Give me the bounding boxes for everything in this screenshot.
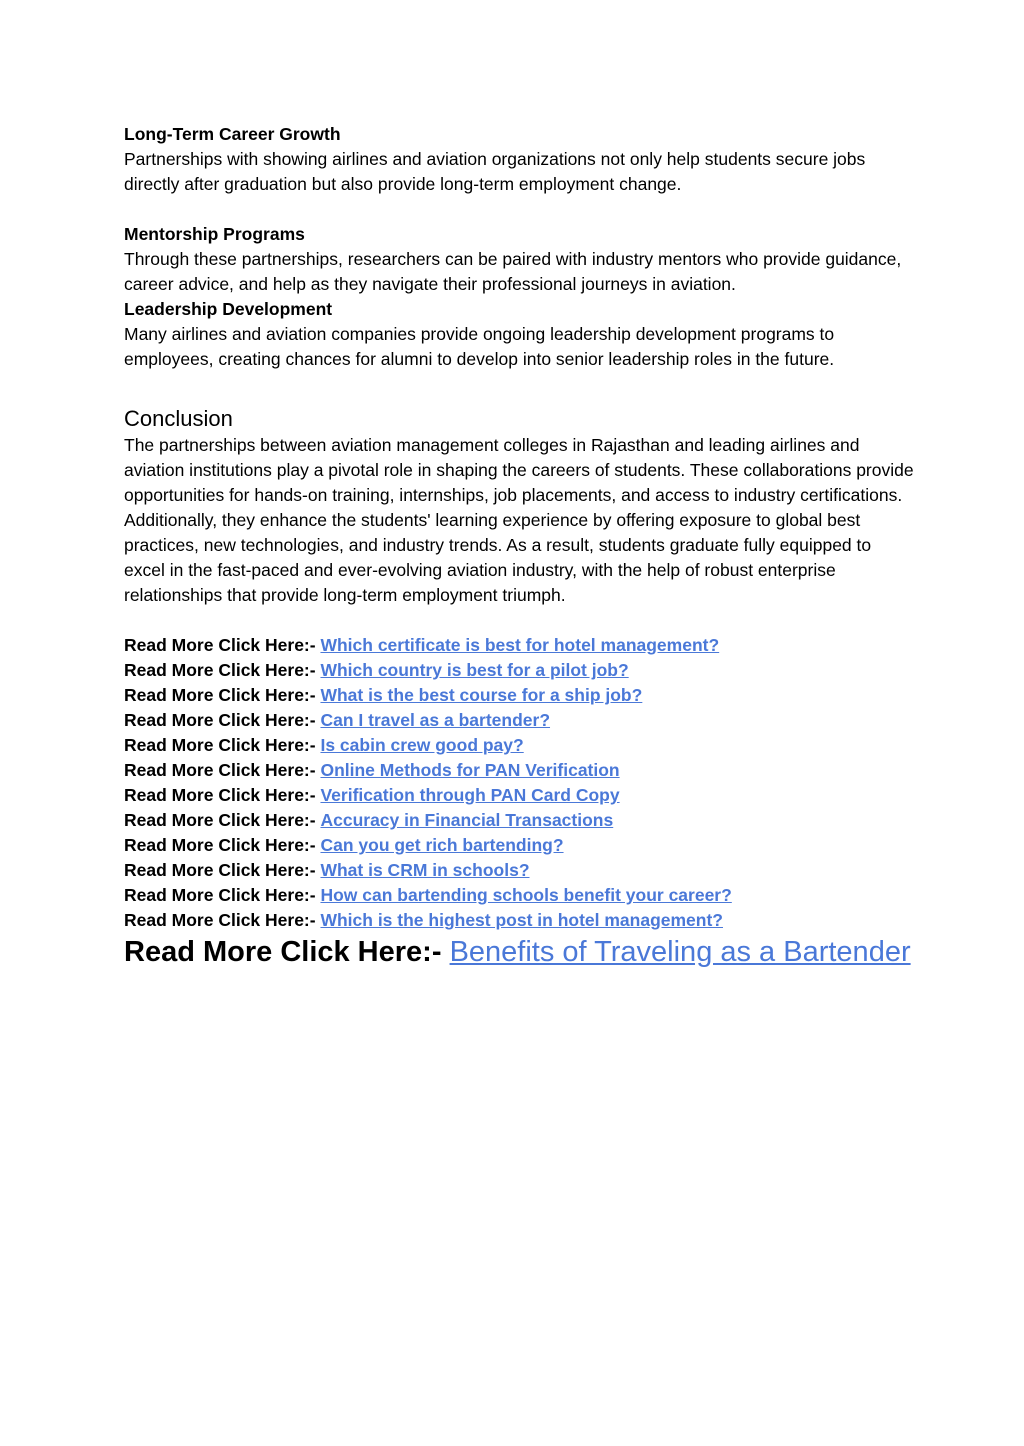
- read-more-prefix: Read More Click Here:-: [124, 860, 316, 880]
- read-more-link[interactable]: Which certificate is best for hotel management?: [320, 635, 720, 655]
- read-more-prefix: Read More Click Here:-: [124, 660, 316, 680]
- read-more-prefix: Read More Click Here:-: [124, 760, 316, 780]
- read-more-featured-link[interactable]: Benefits of Traveling as a Bartender: [449, 936, 911, 968]
- read-more-item: [124, 658, 914, 683]
- read-more-item: [124, 758, 914, 783]
- leadership-heading: Leadership Development: [124, 299, 333, 319]
- read-more-prefix: Read More Click Here:-: [124, 685, 316, 705]
- read-more-item: [124, 808, 914, 833]
- read-more-item: [124, 783, 914, 808]
- read-more-prefix: Read More Click Here:-: [124, 710, 316, 730]
- read-more-item: [124, 733, 914, 758]
- read-more-featured: [124, 933, 914, 972]
- read-more-link[interactable]: Can I travel as a bartender?: [320, 710, 551, 730]
- read-more-link[interactable]: Which is the highest post in hotel management?: [320, 910, 723, 930]
- read-more-link[interactable]: Is cabin crew good pay?: [320, 735, 524, 755]
- read-more-link[interactable]: What is CRM in schools?: [320, 860, 530, 880]
- mentorship-heading: Mentorship Programs: [124, 224, 305, 244]
- read-more-link[interactable]: What is the best course for a ship job?: [320, 685, 643, 705]
- mentorship-paragraph: Through these partnerships, researchers can be paired with industry mentors who provide guidance, career advice, and help as they navigate their professional journeys in aviation.: [124, 249, 902, 294]
- read-more-item: [124, 908, 914, 933]
- spacer: [124, 372, 914, 403]
- read-more-link[interactable]: Accuracy in Financial Transactions: [320, 810, 614, 830]
- read-more-item: [124, 833, 914, 858]
- read-more-link[interactable]: Verification through PAN Card Copy: [320, 785, 620, 805]
- read-more-item: [124, 708, 914, 733]
- read-more-link[interactable]: Which country is best for a pilot job?: [320, 660, 629, 680]
- read-more-link[interactable]: How can bartending schools benefit your career?: [320, 885, 732, 905]
- read-more-prefix: Read More Click Here:-: [124, 885, 316, 905]
- leadership-paragraph: Many airlines and aviation companies provide ongoing leadership development programs to employees, creating chances for alumni to develop into senior leadership roles in the future.: [124, 324, 835, 369]
- spacer: [124, 197, 914, 222]
- read-more-item: [124, 883, 914, 908]
- read-more-prefix: Read More Click Here:-: [124, 810, 316, 830]
- read-more-prefix: Read More Click Here:-: [124, 735, 316, 755]
- read-more-link[interactable]: Can you get rich bartending?: [320, 835, 564, 855]
- career-growth-heading: Long-Term Career Growth: [124, 124, 341, 144]
- read-more-item: [124, 633, 914, 658]
- read-more-prefix: Read More Click Here:-: [124, 835, 316, 855]
- career-growth-paragraph: Partnerships with showing airlines and aviation organizations not only help students secure jobs directly after graduation but also provide long-term employment change.: [124, 149, 866, 194]
- read-more-prefix: Read More Click Here:-: [124, 910, 316, 930]
- read-more-prefix: Read More Click Here:-: [124, 785, 316, 805]
- read-more-list: [124, 633, 914, 933]
- read-more-item: [124, 858, 914, 883]
- conclusion-heading: Conclusion: [124, 406, 233, 431]
- read-more-prefix: Read More Click Here:-: [124, 635, 316, 655]
- read-more-featured-prefix: Read More Click Here:-: [124, 936, 442, 968]
- document-page: [124, 122, 914, 972]
- conclusion-paragraph: The partnerships between aviation management colleges in Rajasthan and leading airlines and aviation institutions play a pivotal role in shaping the careers of students. These collaborations provide opportunities for hands-on training, internships, job placements, and access to industry certifications. Additionally, they enhance the students' learning experience by offering exposure to global best practices, new technologies, and industry trends. As a result, students graduate fully equipped to excel in the fast-paced and ever-evolving aviation industry, with the help of robust enterprise relationships that provide long-term employment triumph.: [124, 435, 914, 605]
- read-more-link[interactable]: Online Methods for PAN Verification: [320, 760, 620, 780]
- spacer: [124, 608, 914, 633]
- read-more-item: [124, 683, 914, 708]
